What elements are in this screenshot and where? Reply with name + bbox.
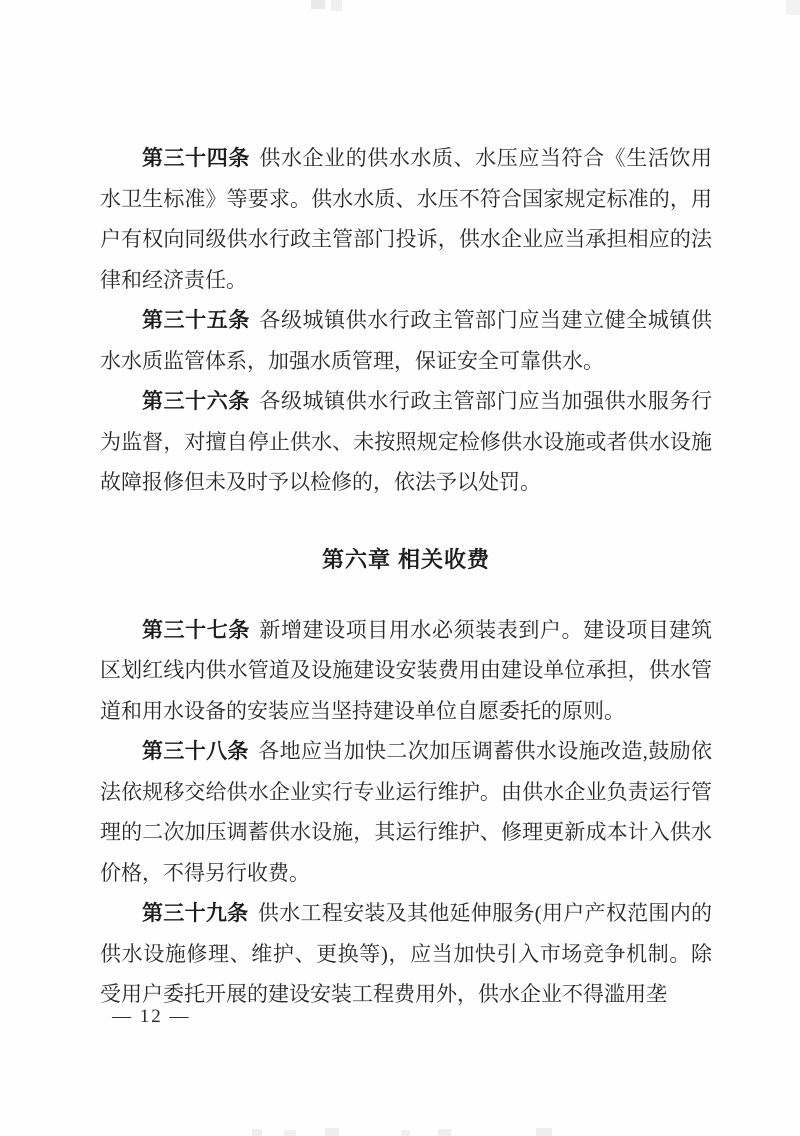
article-35 <box>100 300 712 381</box>
document-body <box>100 138 712 1015</box>
article-39-number: 第三十九条 <box>142 901 249 925</box>
article-35-number: 第三十五条 <box>142 308 250 332</box>
article-39 <box>100 893 712 1015</box>
article-38-number: 第三十八条 <box>142 739 249 763</box>
article-38 <box>100 731 712 893</box>
article-36-text: 各级城镇供水行政主管部门应当加强供水服务行为监督，对擅自停止供水、未按照规定检修供水设施或者供水设施故障报修但未及时予以检修的，依法予以处罚。 <box>100 389 713 494</box>
chapter-heading: 第六章 相关收费 <box>321 546 491 572</box>
article-36-number: 第三十六条 <box>142 389 250 413</box>
scan-artifact <box>284 1130 296 1136</box>
article-35-text: 各级城镇供水行政主管部门应当建立健全城镇供水水质监管体系，加强水质管理，保证安全可靠供水。 <box>100 308 713 373</box>
article-34-text: 供水企业的供水水质、水压应当符合《生活饮用水卫生标准》等要求。供水水质、水压不符合国家规定标准的，用户有权向同级供水行政主管部门投诉，供水企业应当承担相应的法律和经济责任。 <box>100 146 713 292</box>
article-37 <box>100 610 712 732</box>
article-34 <box>100 138 712 300</box>
article-38-text: 各地应当加快二次加压调蓄供水设施改造,鼓励依法依规移交给供水企业实行专业运行维护。由供水企业负责运行管理的二次加压调蓄供水设施，其运行维护、修理更新成本计入供水价格，不得另行收费。 <box>100 739 713 885</box>
scan-artifact <box>536 1128 552 1136</box>
scan-artifact <box>786 0 800 15</box>
article-37-number: 第三十七条 <box>142 617 250 642</box>
scan-artifact <box>311 0 325 9</box>
article-39-text: 供水工程安装及其他延伸服务(用户产权范围内的供水设施修理、维护、更换等)，应当加快引入市场竞争机制。除受用户委托开展的建设安装工程费用外，供水企业不得滥用垄 <box>100 901 713 1006</box>
scan-artifact <box>325 1128 339 1136</box>
scan-artifact <box>252 1129 262 1136</box>
article-37-text: 新增建设项目用水必须装表到户。建设项目建筑区划红线内供水管道及设施建设安装费用由建设单位承担，供水管道和用水设备的安装应当坚持建设单位自愿委托的原则。 <box>100 617 713 723</box>
article-34-number: 第三十四条 <box>142 146 250 170</box>
scan-artifact <box>401 1130 410 1136</box>
scan-artifact <box>331 0 342 11</box>
scan-artifact <box>438 1129 451 1136</box>
article-36 <box>100 381 712 503</box>
page-number: — 12 — <box>112 1006 191 1027</box>
